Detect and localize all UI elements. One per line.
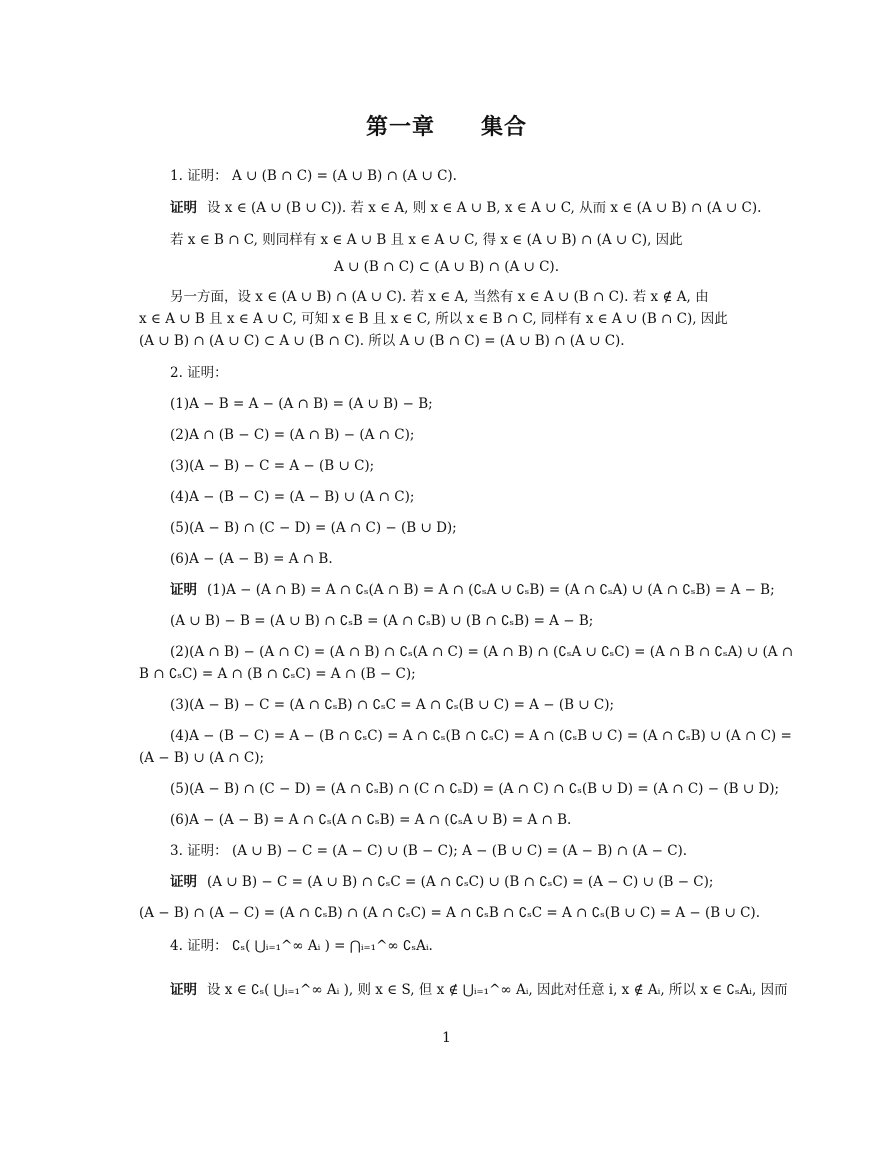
proof-text: (A ∪ B) − C = (A ∪ B) ∩ ∁ₛC = (A ∩ ∁ₛC) ∪ (B ∩ ∁ₛC) = (A − C) ∪ (B − C); — [207, 874, 714, 890]
problem-1-proof-line-5: (A ∪ B) ∩ (A ∪ C) ⊂ A ∪ (B ∩ C). 所以 A ∪ (B ∩ C) = (A ∪ B) ∩ (A ∪ C). — [139, 333, 625, 349]
proof-label: 证明 — [170, 200, 197, 216]
problem-4-statement: 4. 证明： ∁ₛ( ⋃ᵢ₌₁^∞ Aᵢ ) = ⋂ᵢ₌₁^∞ ∁ₛAᵢ. — [170, 938, 433, 954]
problem-2-proof-line: (5)(A − B) ∩ (C − D) = (A ∩ ∁ₛB) ∩ (C ∩ ∁ₛD) = (A ∩ C) ∩ ∁ₛ(B ∪ D) = (A ∩ C) − (B ∪ D); — [170, 781, 780, 797]
problem-3-proof-line — [170, 872, 713, 892]
problem-1-proof-line-1 — [170, 198, 761, 218]
problem-2-item: (4)A − (B − C) = (A − B) ∪ (A ∩ C); — [170, 489, 415, 505]
problem-2-proof-line: (6)A − (A − B) = A ∩ ∁ₛ(A ∩ ∁ₛB) = A ∩ (∁ₛA ∪ B) = A ∩ B. — [170, 812, 572, 828]
problem-2-proof-line: (A − B) ∪ (A ∩ C); — [139, 750, 265, 766]
proof-text: 设 x ∈ ∁ₛ( ⋃ᵢ₌₁^∞ Aᵢ ), 则 x ∈ S, 但 x ∉ ⋃ᵢ₌₁^∞ Aᵢ, 因此对任意 i, x ∉ Aᵢ, 所以 x ∈ ∁ₛAᵢ, 因而 — [207, 982, 788, 998]
proof-text: 设 x ∈ (A ∪ (B ∪ C)). 若 x ∈ A, 则 x ∈ A ∪ B, x ∈ A ∪ C, 从而 x ∈ (A ∪ B) ∩ (A ∪ C). — [207, 200, 762, 216]
proof-label: 证明 — [170, 982, 197, 998]
problem-1-proof-line-4: x ∈ A ∪ B 且 x ∈ A ∪ C, 可知 x ∈ B 且 x ∈ C, 所以 x ∈ B ∩ C, 同样有 x ∈ A ∪ (B ∩ C), 因此 — [139, 311, 728, 327]
problem-2-proof-line: (3)(A − B) − C = (A ∩ ∁ₛB) ∩ ∁ₛC = A ∩ ∁ₛ(B ∪ C) = A − (B ∪ C); — [170, 697, 615, 713]
problem-2-item: (5)(A − B) ∩ (C − D) = (A ∩ C) − (B ∪ D); — [170, 520, 457, 536]
problem-3-proof-line: (A − B) ∩ (A − C) = (A ∩ ∁ₛB) ∩ (A ∩ ∁ₛC) = A ∩ ∁ₛB ∩ ∁ₛC = A ∩ ∁ₛ(B ∪ C) = A − (B ∪ C). — [139, 905, 760, 921]
problem-2-proof-line: (4)A − (B − C) = A − (B ∩ ∁ₛC) = A ∩ ∁ₛ(B ∩ ∁ₛC) = A ∩ (∁ₛB ∪ C) = (A ∩ ∁ₛB) ∪ (A ∩ C) = — [170, 728, 792, 744]
problem-2-item: (1)A − B = A − (A ∩ B) = (A ∪ B) − B; — [170, 396, 433, 412]
problem-2-proof-line: (A ∪ B) − B = (A ∪ B) ∩ ∁ₛB = (A ∩ ∁ₛB) ∪ (B ∩ ∁ₛB) = A − B; — [170, 613, 594, 629]
problem-1-statement: 1. 证明： A ∪ (B ∩ C) = (A ∪ B) ∩ (A ∪ C). — [170, 168, 457, 184]
problem-1-proof-line-3: 另一方面，设 x ∈ (A ∪ B) ∩ (A ∪ C). 若 x ∈ A, 当然有 x ∈ A ∪ (B ∩ C). 若 x ∉ A, 由 — [170, 289, 709, 305]
chapter-title: 第一章 集合 — [365, 115, 527, 140]
proof-label: 证明 — [170, 874, 197, 890]
problem-2-proof-line: (2)(A ∩ B) − (A ∩ C) = (A ∩ B) ∩ ∁ₛ(A ∩ C) = (A ∩ B) ∩ (∁ₛA ∪ ∁ₛC) = (A ∩ B ∩ ∁ₛA) ∪ (A ∩ — [170, 644, 794, 660]
problem-2-proof-line — [170, 580, 775, 600]
problem-2-proof-line: B ∩ ∁ₛC) = A ∩ (B ∩ ∁ₛC) = A ∩ (B − C); — [139, 666, 416, 682]
problem-1-display-equation: A ∪ (B ∩ C) ⊂ (A ∪ B) ∩ (A ∪ C). — [333, 259, 559, 275]
problem-1-proof-line-2: 若 x ∈ B ∩ C, 则同样有 x ∈ A ∪ B 且 x ∈ A ∪ C, 得 x ∈ (A ∪ B) ∩ (A ∪ C), 因此 — [170, 232, 683, 248]
problem-2-item: (6)A − (A − B) = A ∩ B. — [170, 551, 333, 567]
proof-text: (1)A − (A ∩ B) = A ∩ ∁ₛ(A ∩ B) = A ∩ (∁ₛA ∪ ∁ₛB) = (A ∩ ∁ₛA) ∪ (A ∩ ∁ₛB) = A − B; — [207, 582, 775, 598]
problem-2-statement: 2. 证明： — [170, 365, 228, 381]
problem-2-item: (2)A ∩ (B − C) = (A ∩ B) − (A ∩ C); — [170, 427, 415, 443]
page-number: 1 — [442, 1030, 451, 1046]
problem-3-statement: 3. 证明： (A ∪ B) − C = (A − C) ∪ (B − C); A − (B ∪ C) = (A − B) ∩ (A − C). — [170, 843, 688, 859]
proof-label: 证明 — [170, 582, 197, 598]
problem-2-item: (3)(A − B) − C = A − (B ∪ C); — [170, 458, 375, 474]
problem-4-proof-line — [170, 980, 788, 1000]
